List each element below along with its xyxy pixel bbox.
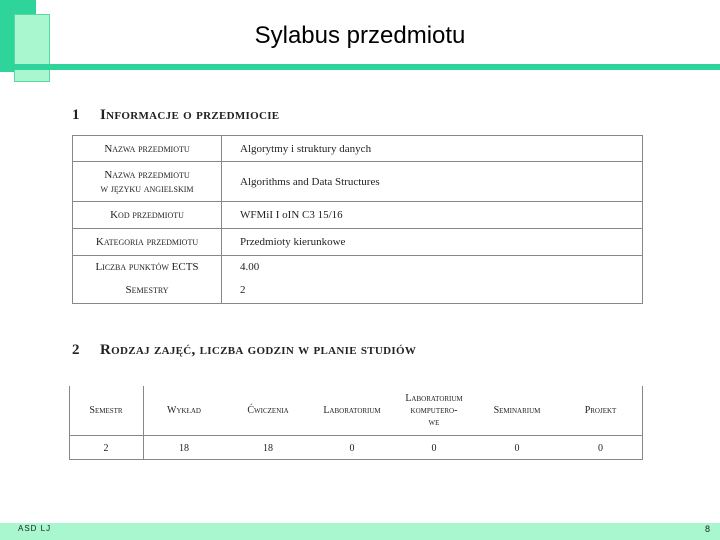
course-info-table <box>72 135 643 304</box>
value-projekt: 0 <box>598 442 603 454</box>
slide-title: Sylabus przedmiotu <box>254 22 466 49</box>
header-semestr: Semestr <box>89 404 123 416</box>
row-label-line: Nazwa przedmiotu <box>104 168 190 181</box>
header-line: komputero- <box>410 404 458 416</box>
header-line: we <box>428 416 440 428</box>
row-label: Semestry <box>73 278 222 304</box>
value-laboratorium: 0 <box>349 442 355 454</box>
row-label: Kategoria przedmiotu <box>73 229 222 256</box>
value-cwiczenia: 18 <box>263 442 273 454</box>
section-2-title: Rodzaj zajęć, liczba godzin w planie studiów <box>100 342 417 358</box>
page-number: 8 <box>704 524 710 534</box>
value-laboratorium-komputerowe: 0 <box>431 442 437 454</box>
header-cwiczenia: Ćwiczenia <box>247 404 289 416</box>
header-laboratorium: Laboratorium <box>323 404 381 416</box>
row-value: 4.00 <box>222 256 643 278</box>
header-seminarium: Seminarium <box>493 404 541 416</box>
section-2-heading <box>72 342 416 359</box>
value-wyklad: 18 <box>179 442 189 454</box>
table-row <box>73 229 643 256</box>
table-row <box>73 162 643 202</box>
row-value: WFMiI I oIN C3 15/16 <box>222 202 643 229</box>
row-label <box>73 162 222 202</box>
section-1-heading <box>72 107 279 124</box>
header-wyklad: Wykład <box>167 404 201 416</box>
row-label-line: w języku angielskim <box>100 182 194 195</box>
row-label: Kod przedmiotu <box>73 202 222 229</box>
value-seminarium: 0 <box>514 442 520 454</box>
table-row <box>73 202 643 229</box>
section-1-title: Informacje o przedmiocie <box>100 107 280 123</box>
footer-bar <box>0 523 720 540</box>
footer-author: ASD LJ <box>18 524 52 533</box>
row-value: Przedmioty kierunkowe <box>222 229 643 256</box>
header-line: Laboratorium <box>405 392 463 404</box>
row-value: Algorytmy i struktury danych <box>222 136 643 162</box>
value-semestr: 2 <box>103 442 109 454</box>
hours-table <box>69 386 643 460</box>
table-row <box>73 256 643 278</box>
row-value: Algorithms and Data Structures <box>222 162 643 202</box>
section-1-number: 1 <box>72 107 80 123</box>
header-laboratorium-komputerowe <box>392 386 476 435</box>
table-row <box>73 136 643 162</box>
row-value: 2 <box>222 278 643 304</box>
row-label: Nazwa przedmiotu <box>73 136 222 162</box>
row-label: Liczba punktów ECTS <box>73 256 222 278</box>
table-row <box>73 278 643 304</box>
header-projekt: Projekt <box>584 404 617 416</box>
section-2-number: 2 <box>72 342 80 358</box>
title-underline <box>0 64 720 70</box>
